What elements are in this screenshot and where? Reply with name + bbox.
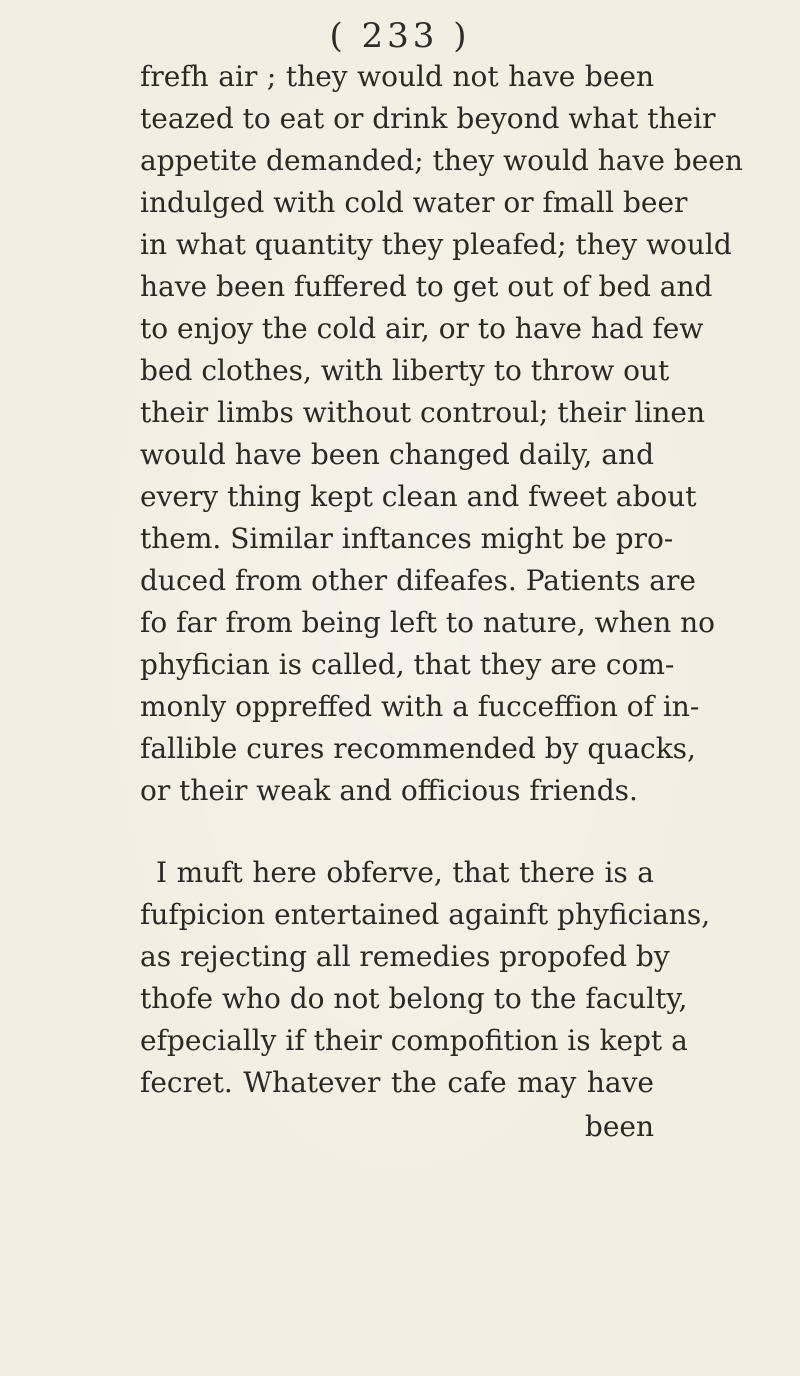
- text-line: in what quantity they pleafed; they would: [140, 228, 732, 261]
- text-line: them. Similar inftances might be pro-: [140, 522, 674, 555]
- text-line: phyfician is called, that they are com-: [140, 648, 675, 681]
- text-line: bed clothes, with liberty to throw out: [140, 354, 670, 387]
- text-line: monly oppreffed with a fucceffion of in-: [140, 690, 700, 723]
- text-line: appetite demanded; they would have been: [140, 144, 743, 177]
- text-line: every thing kept clean and fweet about: [140, 480, 697, 513]
- page-number: ( 233 ): [329, 16, 471, 56]
- text-line: teazed to eat or drink beyond what their: [140, 102, 716, 135]
- text-line: thofe who do not belong to the faculty,: [140, 982, 688, 1015]
- text-line: I muft here obferve, that there is a: [156, 856, 654, 889]
- text-line: fo far from being left to nature, when no: [140, 606, 716, 639]
- text-line: efpecially if their compofition is kept a: [140, 1024, 688, 1057]
- text-line: fecret. Whatever the cafe may have: [140, 1066, 654, 1099]
- text-line: their limbs without controul; their linen: [140, 396, 706, 429]
- text-line: fallible cures recommended by quacks,: [140, 732, 696, 765]
- text-line: or their weak and officious friends.: [140, 774, 638, 807]
- text-line: have been fuffered to get out of bed and: [140, 270, 713, 303]
- text-line: to enjoy the cold air, or to have had few: [140, 312, 704, 345]
- text-line: frefh air ; they would not have been: [140, 60, 654, 93]
- text-line: as rejecting all remedies propofed by: [140, 940, 670, 973]
- text-line: duced from other difeafes. Patients are: [140, 564, 696, 597]
- text-line: would have been changed daily, and: [140, 438, 654, 471]
- text-line: fufpicion entertained againft phyficians,: [140, 898, 711, 931]
- text-line: indulged with cold water or fmall beer: [140, 186, 688, 219]
- catchword: been: [584, 1110, 654, 1143]
